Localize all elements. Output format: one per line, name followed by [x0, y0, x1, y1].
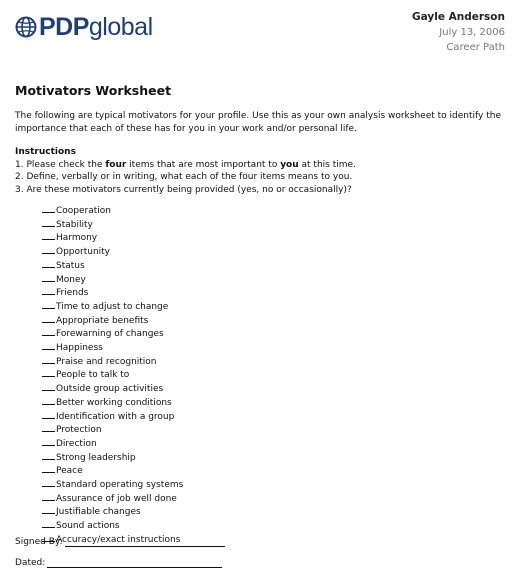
instructions-heading: Instructions	[15, 147, 76, 157]
check-blank[interactable]	[42, 451, 55, 460]
motivator-label: People to talk to	[56, 370, 130, 381]
motivator-item	[42, 505, 183, 519]
motivator-item	[42, 464, 183, 478]
motivator-list	[42, 204, 183, 547]
motivator-item	[42, 259, 183, 273]
signed-by-row	[15, 534, 225, 547]
signed-by-label: Signed By:	[15, 537, 63, 547]
logo-text-pdp: PDP	[39, 13, 89, 41]
motivator-label: Justifiable changes	[56, 507, 141, 518]
motivator-item	[42, 286, 183, 300]
motivator-item	[42, 368, 183, 382]
step1-text-e: at this time.	[298, 159, 356, 170]
motivator-item	[42, 492, 183, 506]
check-blank[interactable]	[42, 355, 55, 364]
motivator-label: Forewarning of changes	[56, 329, 164, 340]
check-blank[interactable]	[42, 492, 55, 501]
check-blank[interactable]	[42, 478, 55, 487]
motivator-item	[42, 396, 183, 410]
motivator-label: Harmony	[56, 233, 98, 244]
report-header	[412, 10, 505, 55]
check-blank[interactable]	[42, 396, 55, 405]
check-blank[interactable]	[42, 382, 55, 391]
report-date: July 13, 2006	[439, 27, 505, 38]
logo-text-global: global	[88, 13, 153, 41]
motivator-label: Outside group activities	[56, 384, 164, 395]
instruction-step-2: 2. Define, verbally or in writing, what each of the four items means to you.	[15, 172, 353, 182]
motivator-item	[42, 327, 183, 341]
motivator-item	[42, 204, 183, 218]
intro-paragraph: The following are typical motivators for your profile. Use this as your own analysis worksheet to identify the importance that each of these has for you in your work and/or personal life.	[15, 111, 501, 134]
motivator-label: Status	[56, 260, 85, 271]
motivator-label: Peace	[56, 466, 83, 477]
motivator-item	[42, 410, 183, 424]
step1-text-four: four	[105, 159, 127, 170]
motivator-label: Time to adjust to change	[56, 301, 169, 312]
motivator-label: Assurance of job well done	[56, 493, 177, 504]
motivator-label: Sound actions	[56, 521, 120, 532]
check-blank[interactable]	[42, 437, 55, 446]
check-blank[interactable]	[42, 273, 55, 282]
instruction-step-3: 3. Are these motivators currently being provided (yes, no or occasionally)?	[15, 184, 352, 195]
step1-text-a: 1. Please check the	[15, 159, 106, 170]
check-blank[interactable]	[42, 464, 55, 473]
motivator-item	[42, 314, 183, 328]
dated-row	[15, 558, 222, 568]
motivator-label: Cooperation	[56, 206, 112, 216]
motivator-item	[42, 273, 183, 287]
check-blank[interactable]	[42, 259, 55, 268]
dated-label: Dated:	[15, 558, 46, 568]
report-subtitle: Career Path	[446, 42, 505, 53]
check-blank[interactable]	[42, 519, 55, 528]
motivator-label: Opportunity	[56, 247, 111, 258]
motivator-label: Direction	[56, 438, 97, 449]
step1-text-you: you	[280, 159, 299, 170]
instructions-section	[15, 146, 510, 196]
motivator-label: Stability	[56, 219, 93, 230]
motivator-label: Happiness	[56, 343, 103, 354]
check-blank[interactable]	[42, 218, 55, 227]
motivator-label: Strong leadership	[56, 452, 136, 463]
motivator-label: Identification with a group	[56, 411, 175, 422]
check-blank[interactable]	[42, 300, 55, 309]
check-blank[interactable]	[42, 314, 55, 323]
motivator-label: Better working conditions	[56, 397, 172, 408]
check-blank[interactable]	[42, 505, 55, 514]
motivator-label: Friends	[56, 288, 89, 299]
check-blank[interactable]	[42, 341, 55, 350]
globe-logo-icon	[15, 16, 37, 38]
motivator-item	[42, 231, 183, 245]
motivator-item	[42, 341, 183, 355]
check-blank[interactable]	[42, 410, 55, 419]
pdpglobal-logo	[15, 12, 153, 42]
check-blank[interactable]	[42, 327, 55, 336]
motivator-label: Money	[56, 274, 86, 285]
motivator-item	[42, 245, 183, 259]
page-title: Motivators Worksheet	[15, 83, 172, 98]
dated-field[interactable]	[47, 558, 222, 568]
motivator-item	[42, 437, 183, 451]
motivator-item	[42, 218, 183, 232]
motivator-label: Protection	[56, 425, 102, 436]
motivator-item	[42, 300, 183, 314]
motivator-item	[42, 382, 183, 396]
motivator-item	[42, 451, 183, 465]
motivator-item	[42, 519, 183, 533]
motivator-item	[42, 478, 183, 492]
check-blank[interactable]	[42, 204, 55, 213]
motivator-label: Praise and recognition	[56, 356, 157, 367]
check-blank[interactable]	[42, 231, 55, 240]
signed-by-field[interactable]	[65, 537, 225, 547]
check-blank[interactable]	[42, 423, 55, 432]
check-blank[interactable]	[42, 245, 55, 254]
check-blank[interactable]	[42, 286, 55, 295]
step1-text-c: items that are most important to	[126, 159, 281, 170]
check-blank[interactable]	[42, 368, 55, 377]
motivator-label: Appropriate benefits	[56, 315, 149, 326]
motivator-label: Standard operating systems	[56, 480, 184, 491]
respondent-name: Gayle Anderson	[412, 11, 505, 23]
motivator-label: Accuracy/exact instructions	[56, 534, 181, 545]
motivator-item	[42, 423, 183, 437]
instruction-step-1	[15, 159, 510, 172]
motivator-item	[42, 355, 183, 369]
